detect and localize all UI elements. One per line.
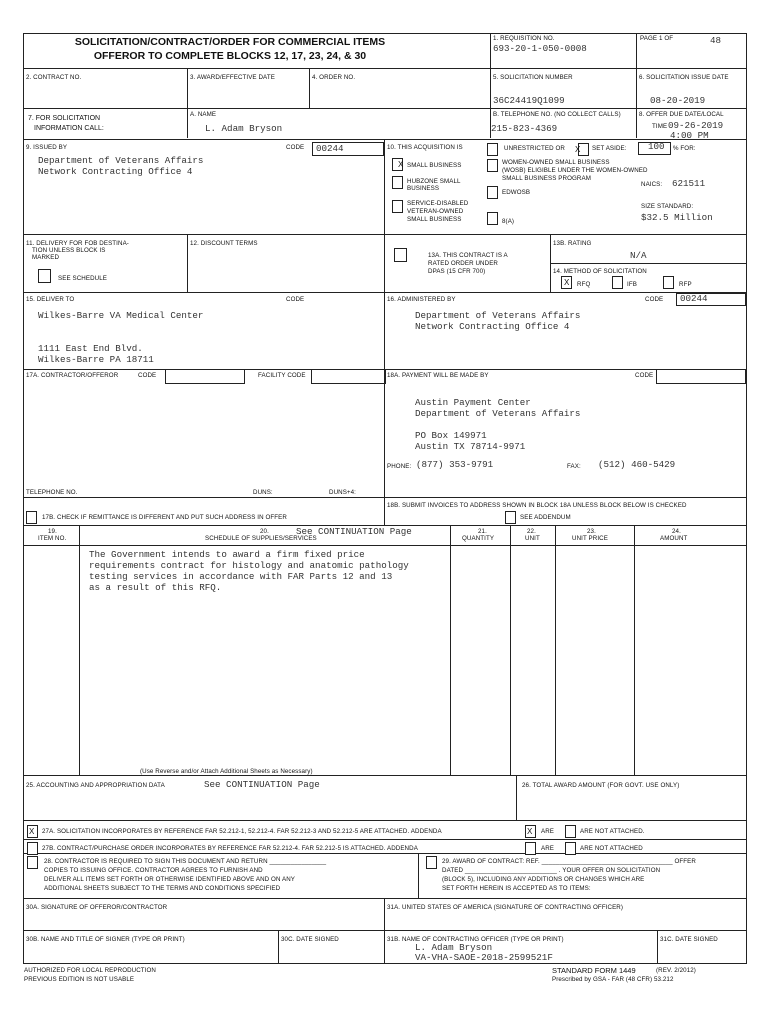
wosb-label-1: WOMEN-OWNED SMALL BUSINESS: [502, 159, 610, 166]
30b-label: 30B. NAME AND TITLE OF SIGNER (TYPE OR PRINT): [26, 936, 185, 943]
col22-num: 22.: [527, 528, 536, 535]
see-schedule-checkbox[interactable]: [38, 269, 51, 283]
hubzone-checkbox[interactable]: [392, 176, 403, 189]
contractor-code-field[interactable]: [165, 369, 245, 384]
27b-text: 27B. CONTRACT/PURCHASE ORDER INCORPORATES BY REFERENCE FAR 52.212-4. FAR 52.212-5 IS ATTACHED. ADDENDA: [42, 845, 418, 852]
administered-by-code-label: CODE: [645, 296, 664, 303]
administered-by-line1: Department of Veterans Affairs: [415, 310, 581, 321]
administered-by-label: 16. ADMINISTERED BY: [387, 296, 456, 303]
form-title-line2: OFFEROR TO COMPLETE BLOCKS 12, 17, 23, 24, & 30: [93, 50, 367, 62]
naics-label: NAICS:: [641, 181, 663, 188]
rated-order-label-2: RATED ORDER UNDER: [428, 260, 498, 267]
rating-value[interactable]: N/A: [630, 250, 647, 261]
col20-note: See CONTINUATION Page: [296, 526, 412, 537]
facility-code-field[interactable]: [311, 369, 386, 384]
contractor-code-label: CODE: [138, 372, 157, 379]
offer-due-label: 8. OFFER DUE DATE/LOCAL: [639, 111, 724, 118]
contact-phone-label: B. TELEPHONE NO. (NO COLLECT CALLS): [493, 111, 621, 118]
set-aside-percent-label: % FOR:: [673, 145, 696, 152]
issued-by-line2: Network Contracting Office 4: [38, 166, 193, 177]
col23-num: 23.: [587, 528, 596, 535]
eight-a-checkbox[interactable]: [487, 212, 498, 225]
wosb-label-3: SMALL BUSINESS PROGRAM: [502, 175, 591, 182]
ifb-label: IFB: [627, 281, 637, 288]
contact-name-label: A. NAME: [190, 111, 217, 118]
hubzone-label-2: BUSINESS: [407, 185, 440, 192]
schedule-desc-line1: The Government intends to award a firm fixed price: [89, 549, 365, 560]
payment-line4: Austin TX 78714-9971: [415, 441, 526, 452]
rfp-checkbox[interactable]: [663, 276, 674, 289]
schedule-desc-line3: testing services in accordance with FAR Parts 12 and 13: [89, 571, 393, 582]
27a-are-mark: X: [527, 827, 533, 836]
footer-reproduction: AUTHORIZED FOR LOCAL REPRODUCTION: [24, 967, 156, 974]
edwosb-checkbox[interactable]: [487, 186, 498, 199]
administered-by-line2: Network Contracting Office 4: [415, 321, 570, 332]
requisition-value[interactable]: 693-20-1-050-0008: [493, 43, 587, 54]
set-aside-label: SET ASIDE:: [592, 145, 627, 152]
issued-by-label: 9. ISSUED BY: [26, 144, 68, 151]
delivery-fob-label-3: MARKED: [32, 254, 60, 261]
col24-header: AMOUNT: [660, 535, 688, 542]
28-line3: DELIVER ALL ITEMS SET FORTH OR OTHERWISE IDENTIFIED ABOVE AND ON ANY: [44, 876, 296, 883]
accounting-label: 25. ACCOUNTING AND APPROPRIATION DATA: [26, 782, 165, 789]
issued-by-code-label: CODE: [286, 144, 305, 151]
col22-header: UNIT: [525, 535, 540, 542]
issued-by-code-value: 00244: [316, 143, 344, 154]
offer-due-time-label: TIME: [652, 123, 668, 130]
30c-label: 30C. DATE SIGNED: [281, 936, 339, 943]
sdvosb-label-3: SMALL BUSINESS: [407, 216, 462, 223]
ifb-checkbox[interactable]: [612, 276, 623, 289]
wosb-checkbox[interactable]: [487, 159, 498, 172]
payment-line3: PO Box 149971: [415, 430, 487, 441]
29-line2: DATED __________________________ . YOUR OFFER ON SOLICITATION: [442, 867, 661, 874]
col23-header: UNIT PRICE: [572, 535, 608, 542]
small-business-mark: X: [398, 160, 404, 169]
page-label: PAGE 1 OF: [640, 35, 674, 42]
payment-phone-label: PHONE:: [387, 463, 412, 470]
deliver-to-label: 15. DELIVER TO: [26, 296, 75, 303]
27b-checkbox[interactable]: [27, 842, 38, 855]
col21-header: QUANTITY: [462, 535, 495, 542]
deliver-to-code-label: CODE: [286, 296, 305, 303]
payment-label: 18A. PAYMENT WILL BE MADE BY: [387, 372, 489, 379]
footer-prescribed: Prescribed by GSA - FAR (48 CFR) 53.212: [552, 976, 674, 983]
31b-label: 31B. NAME OF CONTRACTING OFFICER (TYPE OR PRINT): [387, 936, 564, 943]
total-award-label: 26. TOTAL AWARD AMOUNT (FOR GOVT. USE ONLY): [522, 782, 680, 789]
31b-name: L. Adam Bryson: [415, 942, 493, 953]
see-addendum-checkbox[interactable]: [505, 511, 516, 524]
page-total: 48: [710, 35, 722, 46]
payment-line2: Department of Veterans Affairs: [415, 408, 581, 419]
payment-fax-value: (512) 460-5429: [598, 459, 676, 470]
sdvosb-label-2: VETERAN-OWNED: [407, 208, 464, 215]
schedule-desc-line4: as a result of this RFQ.: [89, 582, 222, 593]
27b-are-not-checkbox[interactable]: [565, 842, 576, 855]
reverse-note: (Use Reverse and/or Attach Additional Sheets as Necessary): [140, 768, 313, 775]
28-line1: 28. CONTRACTOR IS REQUIRED TO SIGN THIS DOCUMENT AND RETURN ________________: [44, 858, 327, 865]
contractor-telephone-label: TELEPHONE NO.: [26, 489, 78, 496]
footer-previous-edition: PREVIOUS EDITION IS NOT USABLE: [24, 976, 135, 983]
rfq-label: RFQ: [577, 281, 591, 288]
offer-due-time[interactable]: 4:00 PM: [670, 130, 709, 141]
payment-fax-label: FAX:: [567, 463, 581, 470]
col19-header: ITEM NO.: [38, 535, 67, 542]
col19-num: 19.: [48, 528, 57, 535]
contract-no-label: 2. CONTRACT NO.: [26, 74, 82, 81]
discount-terms-label: 12. DISCOUNT TERMS: [190, 240, 258, 247]
31a-label: 31A. UNITED STATES OF AMERICA (SIGNATURE OF CONTRACTING OFFICER): [387, 904, 624, 911]
small-business-label: SMALL BUSINESS: [407, 162, 462, 169]
naics-value[interactable]: 621511: [672, 178, 706, 189]
31c-label: 31C. DATE SIGNED: [660, 936, 718, 943]
col20-header: SCHEDULE OF SUPPLIES/SERVICES: [205, 535, 317, 542]
delivery-fob-label-1: 11. DELIVERY FOR FOB DESTINA-: [26, 240, 129, 247]
solicitation-no-value[interactable]: 36C24419Q1099: [493, 95, 565, 106]
sdvosb-label-1: SERVICE-DISABLED: [407, 200, 469, 207]
set-aside-percent-value: 100: [648, 141, 665, 152]
remittance-label: 17B. CHECK IF REMITTANCE IS DIFFERENT AND PUT SUCH ADDRESS IN OFFER: [42, 514, 287, 521]
28-line2: COPIES TO ISSUING OFFICE. CONTRACTOR AGREES TO FURNISH AND: [44, 867, 263, 874]
submit-invoices-label: 18B. SUBMIT INVOICES TO ADDRESS SHOWN IN BLOCK 18A UNLESS BLOCK BELOW IS CHECKED: [387, 502, 687, 509]
issued-by-line1: Department of Veterans Affairs: [38, 155, 204, 166]
issue-date-value[interactable]: 08-20-2019: [650, 95, 706, 106]
28-line4: ADDITIONAL SHEETS SUBJECT TO THE TERMS AND CONDITIONS SPECIFIED: [44, 885, 281, 892]
27a-are-not-label: ARE NOT ATTACHED.: [580, 828, 645, 835]
28-checkbox[interactable]: [27, 856, 38, 869]
set-aside-mark: X: [575, 145, 581, 154]
wosb-label-2: (WOSB) ELIGIBLE UNDER THE WOMEN-OWNED: [502, 167, 648, 174]
col20-num: 20.: [260, 528, 269, 535]
payment-code-field[interactable]: [656, 369, 746, 384]
rfq-mark: X: [564, 278, 570, 287]
rfp-label: RFP: [679, 281, 692, 288]
administered-by-code-value: 00244: [680, 293, 708, 304]
sdvosb-checkbox[interactable]: [392, 200, 403, 213]
size-standard-value[interactable]: $32.5 Million: [641, 212, 713, 223]
eight-a-label: 8(A): [502, 218, 515, 225]
hubzone-label-1: HUBZONE SMALL: [407, 178, 461, 185]
rated-order-checkbox[interactable]: [394, 248, 407, 262]
rated-order-label-3: DPAS (15 CFR 700): [428, 268, 486, 275]
27b-are-checkbox[interactable]: [525, 842, 536, 855]
deliver-to-line1: Wilkes-Barre VA Medical Center: [38, 310, 204, 321]
payment-line1: Austin Payment Center: [415, 397, 531, 408]
27b-are-label: ARE: [541, 845, 555, 852]
requisition-label: 1. REQUISITION NO.: [493, 35, 555, 42]
see-schedule-label: SEE SCHEDULE: [58, 275, 107, 282]
col24-num: 24.: [672, 528, 681, 535]
contact-name-value[interactable]: L. Adam Bryson: [205, 123, 283, 134]
contractor-label: 17A. CONTRACTOR/OFFEROR: [26, 372, 119, 379]
27a-text: 27A. SOLICITATION INCORPORATES BY REFERENCE FAR 52.212-1, 52.212-4. FAR 52.212-3 AND 52.212-5 ARE ATTACHED. ADDENDA: [42, 828, 442, 835]
29-line3: (BLOCK 5), INCLUDING ANY ADDITIONS OR CHANGES WHICH ARE: [442, 876, 645, 883]
offer-due-date[interactable]: 09-26-2019: [668, 120, 724, 131]
award-date-label: 3. AWARD/EFFECTIVE DATE: [190, 74, 275, 81]
solicitation-no-label: 5. SOLICITATION NUMBER: [493, 74, 573, 81]
see-addendum-label: SEE ADDENDUM: [520, 514, 571, 521]
unrestricted-checkbox[interactable]: [487, 143, 498, 156]
contractor-duns-label: DUNS:: [253, 489, 273, 496]
size-standard-label: SIZE STANDARD:: [641, 203, 694, 210]
method-label: 14. METHOD OF SOLICITATION: [553, 268, 647, 275]
deliver-to-line2: 1111 East End Blvd.: [38, 343, 143, 354]
solicitation-info-label-1: 7. FOR SOLICITATION: [28, 115, 101, 122]
deliver-to-line3: Wilkes-Barre PA 18711: [38, 354, 154, 365]
edwosb-label: EDWOSB: [502, 189, 531, 196]
27a-mark: X: [29, 827, 35, 836]
31b-ref: VA-VHA-SAOE-2018-2599521F: [415, 952, 553, 963]
accounting-value: See CONTINUATION Page: [204, 779, 320, 790]
27a-are-label: ARE: [541, 828, 555, 835]
contact-phone-value[interactable]: 215-823-4369: [491, 123, 558, 134]
payment-code-label: CODE: [635, 372, 654, 379]
issue-date-label: 6. SOLICITATION ISSUE DATE: [639, 74, 729, 81]
29-checkbox[interactable]: [426, 856, 437, 869]
27a-are-not-checkbox[interactable]: [565, 825, 576, 838]
payment-phone-value: (877) 353-9791: [416, 459, 494, 470]
form-title-line1: SOLICITATION/CONTRACT/ORDER FOR COMMERCIAL ITEMS: [74, 36, 386, 48]
remittance-checkbox[interactable]: [26, 511, 37, 524]
rating-label: 13B. RATING: [553, 240, 592, 247]
unrestricted-label: UNRESTRICTED OR: [504, 145, 565, 152]
29-line1: 29. AWARD OF CONTRACT: REF. _____________________________________ OFFER: [442, 858, 696, 865]
footer-form-name: STANDARD FORM 1449: [552, 966, 636, 975]
facility-code-label: FACILITY CODE: [258, 372, 306, 379]
col21-num: 21.: [478, 528, 487, 535]
solicitation-info-label-2: INFORMATION CALL:: [34, 125, 104, 132]
acquisition-label: 10. THIS ACQUISITION IS: [387, 144, 463, 151]
footer-revision: (REV. 2/2012): [656, 967, 696, 974]
schedule-desc-line2: requirements contract for histology and anatomic pathology: [89, 560, 409, 571]
27b-are-not-label: ARE NOT ATTACHED: [580, 845, 643, 852]
30a-label: 30A. SIGNATURE OF OFFEROR/CONTRACTOR: [26, 904, 168, 911]
contractor-duns4-label: DUNS+4:: [329, 489, 357, 496]
delivery-fob-label-2: TION UNLESS BLOCK IS: [32, 247, 106, 254]
29-line4: SET FORTH HEREIN IS ACCEPTED AS TO ITEMS:: [442, 885, 591, 892]
order-no-label: 4. ORDER NO.: [312, 74, 356, 81]
rated-order-label-1: 13A. THIS CONTRACT IS A: [428, 252, 508, 259]
